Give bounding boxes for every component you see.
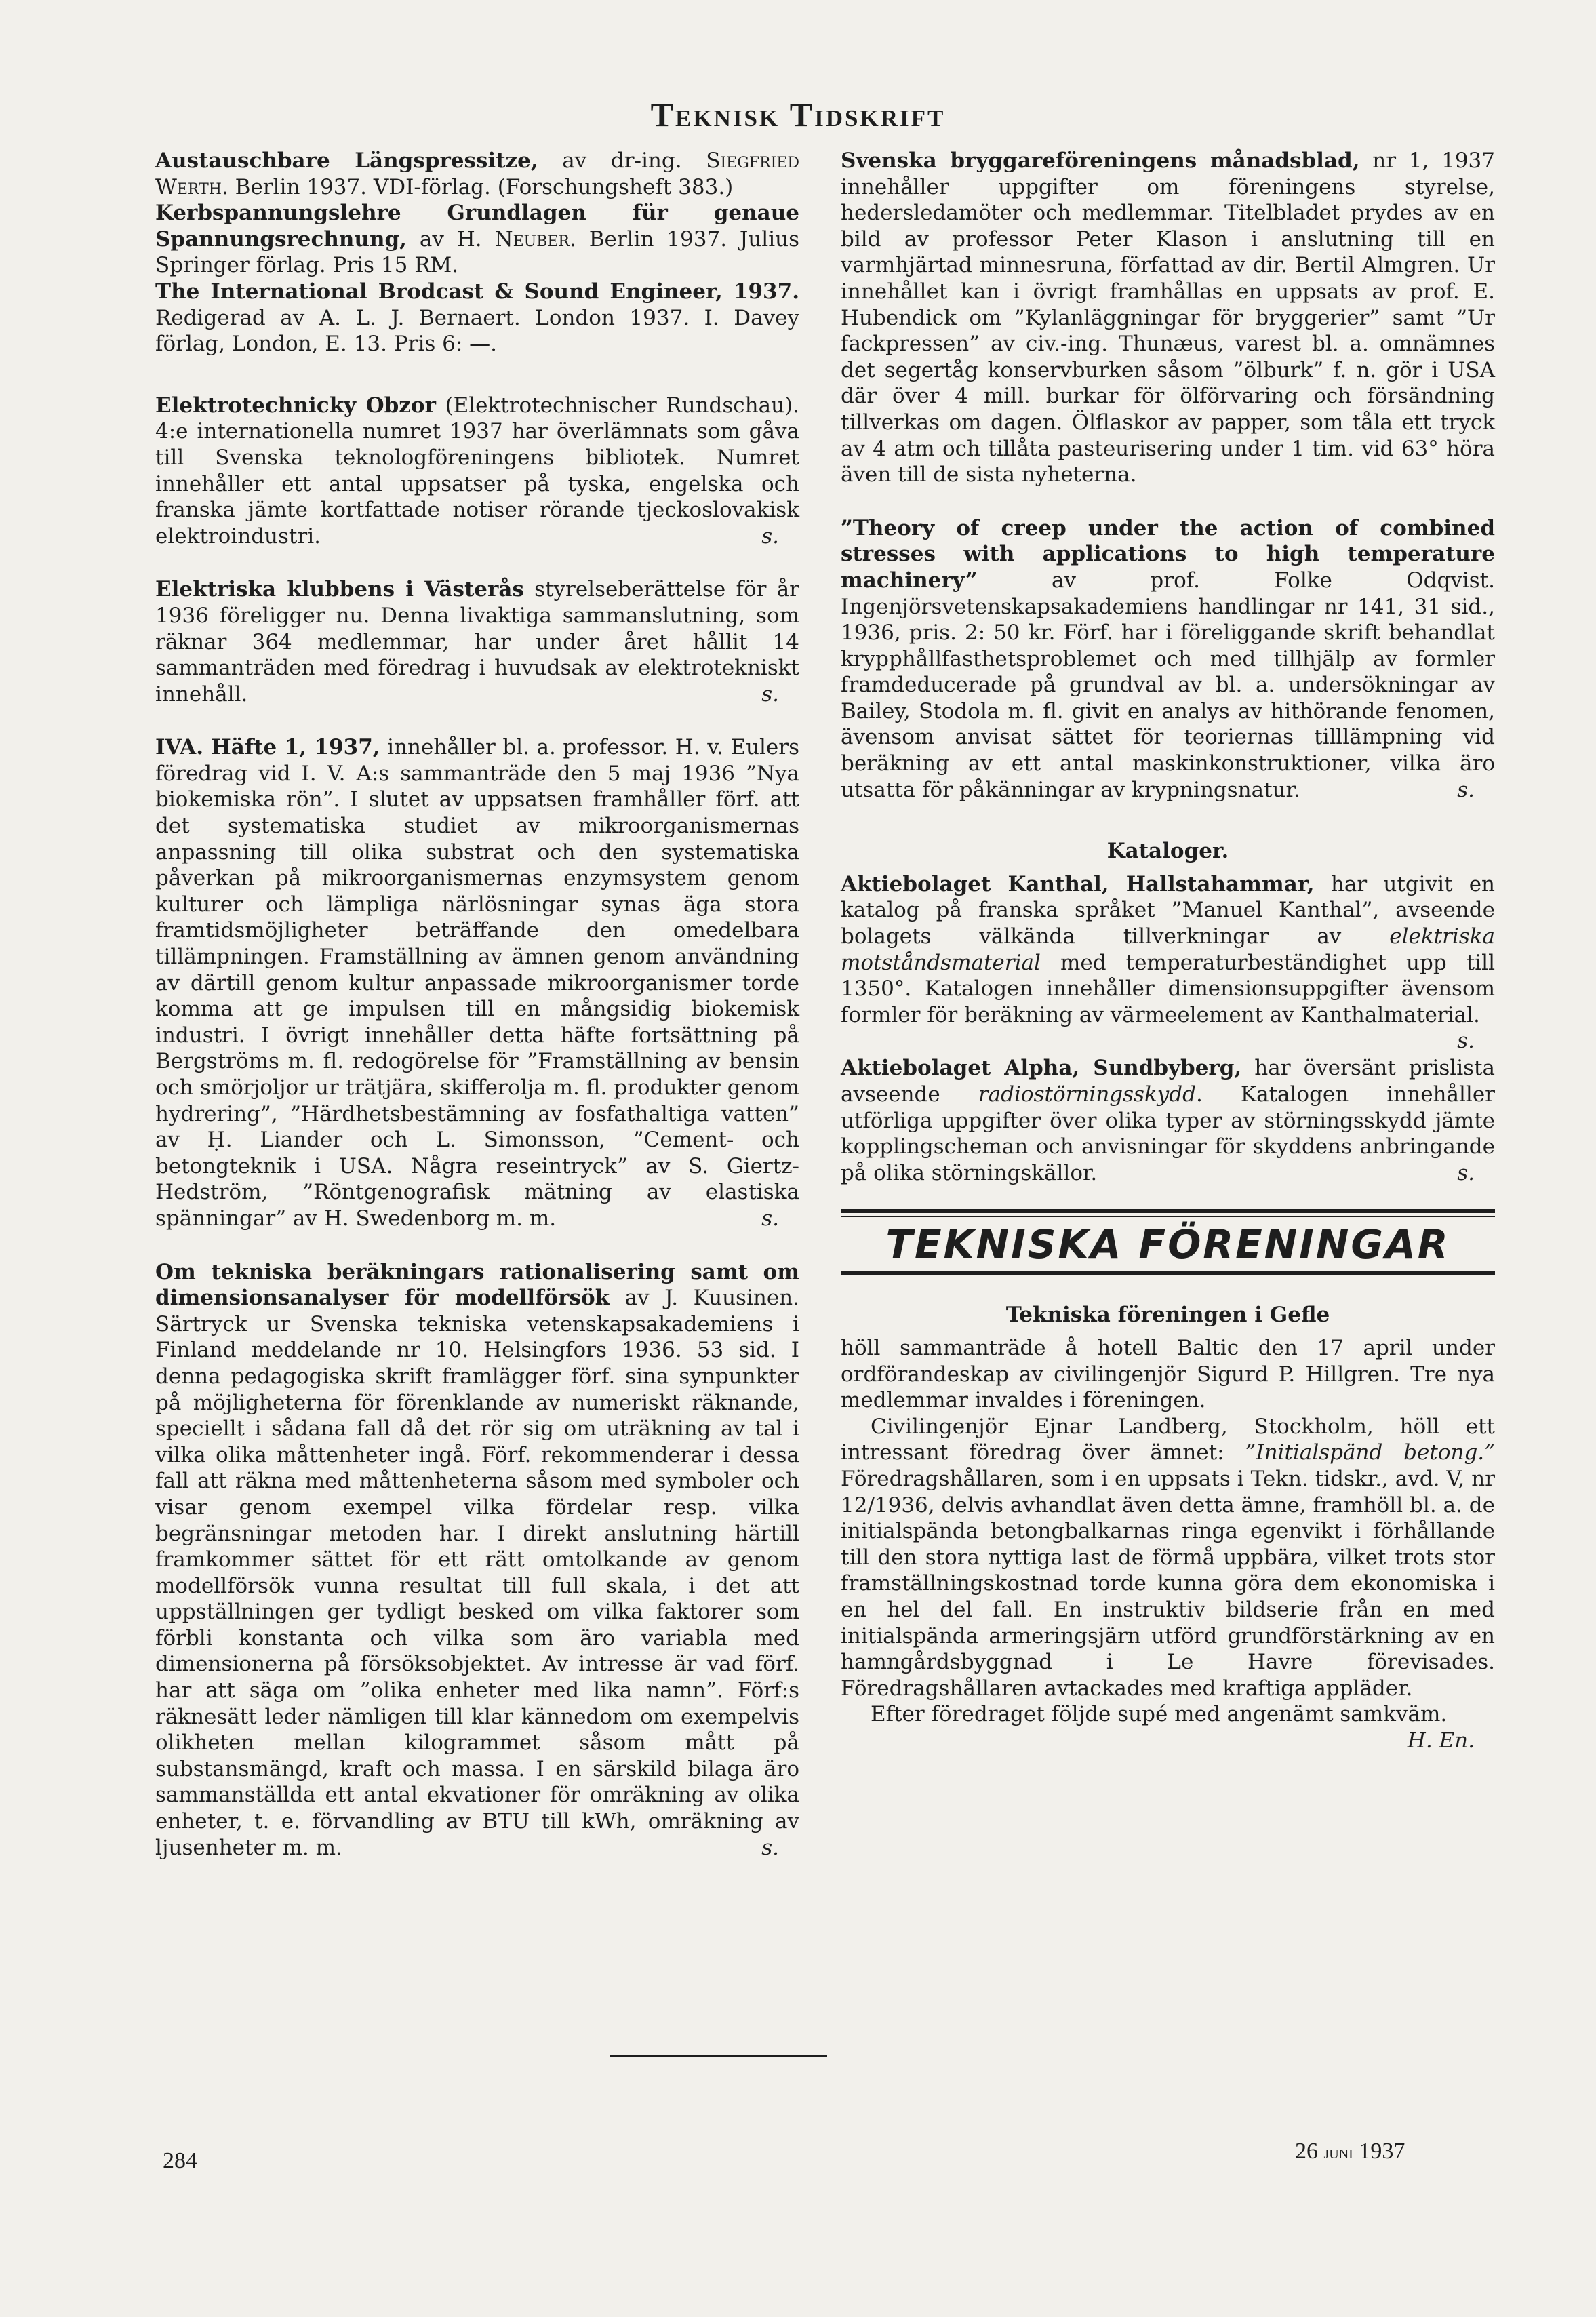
entry-title: Austauschbare Längspressitze, (155, 148, 538, 173)
date-day: 26 (1295, 2139, 1318, 2164)
section-banner (841, 1209, 1495, 1275)
entry-bryggare (841, 148, 1495, 488)
entry-text: nr 1, 1937 innehåller uppgifter om föreningens styrelse, hedersledamöter och medlemmar. Titelbladet prydes av en bild av professor Peter Klason i anslutning till en varmhjärtad minnesruna, författad av dir. Bertil Almgren. Ur innehållet kan i övrigt framhållas en uppsats av prof. E. Hubendick om ”Kylanläggningar för bryggerier” samt ”Ur fackpressen” av civ.-ing. Thunæus, varest bl. a. omnämnes det segertåg konservburken såsom ”ölburk” f. n. gör i USA där över 4 mill. burkar för ölförvaring och försändning tillverkas om dagen. Ölflaskor av papper, som tåla ett tryck av 4 atm och tillåta pasteurisering under 1 tim. vid 63° höra även till de sista nyheterna. (841, 148, 1495, 488)
entry-text: har utgivit en katalog på franska språket ”Manuel Kanthal”, avseende bolagets välkända tillverkningar av (841, 871, 1496, 949)
signature: s. (1457, 1160, 1475, 1185)
kataloger-heading: Kataloger. (1106, 839, 1229, 864)
gefle-heading: Tekniska föreningen i Gefle (1005, 1303, 1330, 1328)
gefle-paragraph-3: Efter föredraget följde supé med angenämt samkväm. (871, 1702, 1448, 1727)
entry-text: . Berlin 1937. Julius Springer förlag. Pris 15 RM. (155, 226, 800, 278)
signature: H. En. (1407, 1728, 1475, 1753)
entry-title: Elektriska klubbens i Västerås (155, 577, 524, 602)
entry-title: ”Theory of creep under the action of combined stresses with applications to high temperature machinery” (841, 515, 1495, 593)
date-month: juni (1323, 2142, 1353, 2163)
entry-title: Om tekniska beräkningars rationalisering samt om dimensionsanalyser för modellförsök (155, 1259, 799, 1311)
section-title: TEKNISKA FÖRENINGAR (841, 1216, 1495, 1273)
entry-text: Civilingenjör Ejnar Landberg, Stockholm, höll ett intressant föredrag över ämnet: (841, 1414, 1495, 1465)
entry-kanthal (841, 871, 1496, 1054)
lecture-title: ”Initialspänd betong.” (1245, 1440, 1495, 1465)
entry-title: Aktiebolaget Kanthal, Hallstahammar, (841, 871, 1315, 896)
signature: s. (1457, 1029, 1475, 1054)
entry-title: Aktiebolaget Alpha, Sundbyberg, (841, 1056, 1242, 1081)
entry-title: Svenska bryggareföreningens månadsblad, (841, 148, 1360, 173)
signature: s. (761, 523, 779, 549)
entry-rationalisering (155, 1259, 799, 1861)
entry-alpha (841, 1055, 1495, 1186)
entry-text: av dr-ing. (562, 148, 706, 173)
entry-text: . Katalogen innehåller utförliga uppgifter över olika typer av störningsskydd jämte kopplingscheman och anvisningar för skyddens anbringande på olika störningskällor. (841, 1082, 1495, 1185)
page-number: 284 (163, 2148, 197, 2173)
entry-text: innehåller bl. a. professor. H. v. Eulers föredrag vid I. V. A:s sammanträde den 5 maj 1936 ”Nya biokemiska rön”. I slutet av uppsatsen framhåller förf. att det systematiska studiet av mikroorganismernas anpassning till olika substrat och den systematiska påverkan på mikroorganismernas enzymsystem genom kulturer och lämpliga närlösningar synas äga stora framtidsmöjligheter beträffande den omedelbara tillämpningen. Framställning av ämnen genom användning av därtill genom kultur anpassade mikroorganismer torde komma att ge impulsen till en mångsidig biokemisk industri. I övrigt innehåller detta häfte fortsättning på Bergströms m. fl. redogörelse för ”Framställning av bensin och smörjoljor ur trätjära, skifferolja m. fl. produkter genom hydrering”, ”Härdhetsbestämning av fosfathaltiga vatten” av Ḥ. Liander och L. Simonsson, ”Cement- och betongteknik i USA. Några reseintryck” av S. Giertz-Hedström, ”Röntgenografisk mätning av elastiska spänningar” av H. Swedenborg m. m. (155, 735, 800, 1231)
entry-obzor (155, 393, 799, 550)
entry-title: Kerbspannungslehre Grundlagen für genaue Spannungsrechnung, (155, 201, 799, 252)
entry-text: Redigerad av A. L. J. Bernaert. London 1937. I. Davey förlag, London, E. 13. Pris 6: —. (155, 305, 799, 357)
entry-kerbspannung (155, 200, 799, 279)
entry-text: med temperaturbeständighet upp till 1350°. Katalogen innehåller dimensionsuppgifter ävensom formler för beräkning av värmeelement av Kanthalmaterial. (841, 950, 1495, 1027)
signature: s. (761, 1206, 779, 1231)
gefle-paragraph-2 (841, 1414, 1495, 1702)
entry-broadcast (155, 279, 799, 357)
signature: s. (761, 681, 779, 707)
entry-text: av prof. Folke Odqvist. Ingenjörsvetenskapsakademiens handlingar nr 141, 31 sid., 1936, pris. 2: 50 kr. Förf. har i föreliggande skrift behandlat krypphållfasthetsproblemet och med tillhjälp av formler framdeducerade på grundval av bl. a. undersökningar av Bailey, Stodola m. fl. givit en analys av hithörande fenomen, ävensom anvisat sättet för teoriernas tilllämpning vid beräkning av ett antal maskinkonstruktioner, vilka äro utsatta för påkänningar av krypningsnatur. (841, 568, 1495, 802)
entry-text: Föredragshållaren, som i en uppsats i Tekn. tidskr., avd. V, nr 12/1936, delvis avhandlat även detta ämne, framhöll bl. a. de initialspända betongbalkarnas ringa egenvikt i förhållande till den stora nyttiga last de förmå uppbära, vilket trots stor framställningskostnad torde kunna göra dem ekonomiska i en hel del fall. En instruktiv bildserie från en med initialspända armeringsjärn utförd grundförstärkning av en hamngårdsbyggnad i Le Havre förevisades. Föredragshållaren avtackades med kraftiga appläder. (841, 1466, 1495, 1701)
end-divider (610, 2055, 827, 2057)
entry-text: . Berlin 1937. VDI-förlag. (Forschungsheft 383.) (221, 174, 734, 199)
masthead: Teknisk Tidskrift (650, 96, 946, 134)
entry-text: av J. Kuusinen. Särtryck ur Svenska tekniska vetenskapsakademiens i Finland meddelande nr 10. Helsingfors 1936. 53 sid. I denna pedagogiska skrift framlägger förf. sina synpunkter på möjligheterna för förenklande av numeriskt räknande, speciellt i sådana fall då det rör sig om uträkning av tal i vilka olika måttenheter ingå. Förf. rekommenderar i dessa fall att räkna med måttenheterna såsom med symboler och visar genom exempel vilka fördelar resp. vilka begränsningar metoden har. I direkt anslutning härtill framkommer sättet för ett rätt omtolkande av genom modellförsök vunna resultat till full skala, i det att uppställningen ger tydligt besked om vilka faktorer som förbli konstanta och vilka som äro variabla med dimensionerna på försöksobjektet. Av intresse är vad förf. har att säga om ”olika enheter med lika namn”. Förf:s räknesätt leder nämligen till klar kännedom om exempelvis olikheten mellan kilogrammet såsom mått på substansmängd, kraft och massa. I en särskild bilaga äro sammanställda ett antal ekvationer för omräkning av olika enheter, t. e. förvandling av BTU till kWh, omräkning av ljusenheter m. m. (155, 1286, 799, 1860)
gefle-paragraph-1: höll sammanträde å hotell Baltic den 17 april under ordförandeskap av civilingenjör Sigurd P. Hillgren. Tre nya medlemmar invaldes i föreningen. (841, 1335, 1495, 1413)
entry-vasteras (155, 576, 799, 707)
date-year: 1937 (1359, 2139, 1405, 2164)
entry-title: Elektrotechnicky Obzor (155, 393, 436, 418)
entry-austauschbare (155, 148, 799, 200)
entry-italic: radiostörningsskydd (978, 1082, 1196, 1107)
entry-iva (155, 734, 799, 1231)
signature: s. (1457, 777, 1475, 802)
signature: s. (761, 1835, 779, 1860)
issue-date (1295, 2139, 1405, 2164)
entry-text: styrelseberättelse för år 1936 föreligger nu. Denna livaktiga sammanslutning, som räknar 364 medlemmar, har under året hållit 14 sammanträden med föredrag i huvudsak av elektrotekniskt innehåll. (155, 577, 799, 707)
author-name: Neuber (494, 226, 570, 252)
right-column (841, 148, 1495, 1754)
entry-text: har översänt prislista avseende (841, 1056, 1495, 1107)
entry-creep (841, 515, 1495, 804)
entry-title: The International Brodcast & Sound Engineer, 1937. (155, 279, 799, 304)
entry-text: (Elektrotechnischer Rundschau). 4:e internationella numret 1937 har överlämnats som gåva till Svenska teknologföreningens bibliotek. Numret innehåller ett antal uppsatser på tyska, engelska och franska jämte kortfattade notiser rörande tjeckoslovakisk elektroindustri. (155, 393, 799, 549)
author-name: Siegfried Werth (155, 148, 799, 199)
left-column (155, 148, 799, 1861)
entry-italic: elektriska motståndsmaterial (841, 924, 1495, 975)
entry-text: av H. (419, 226, 495, 252)
entry-title: IVA. Häfte 1, 1937, (155, 735, 380, 760)
